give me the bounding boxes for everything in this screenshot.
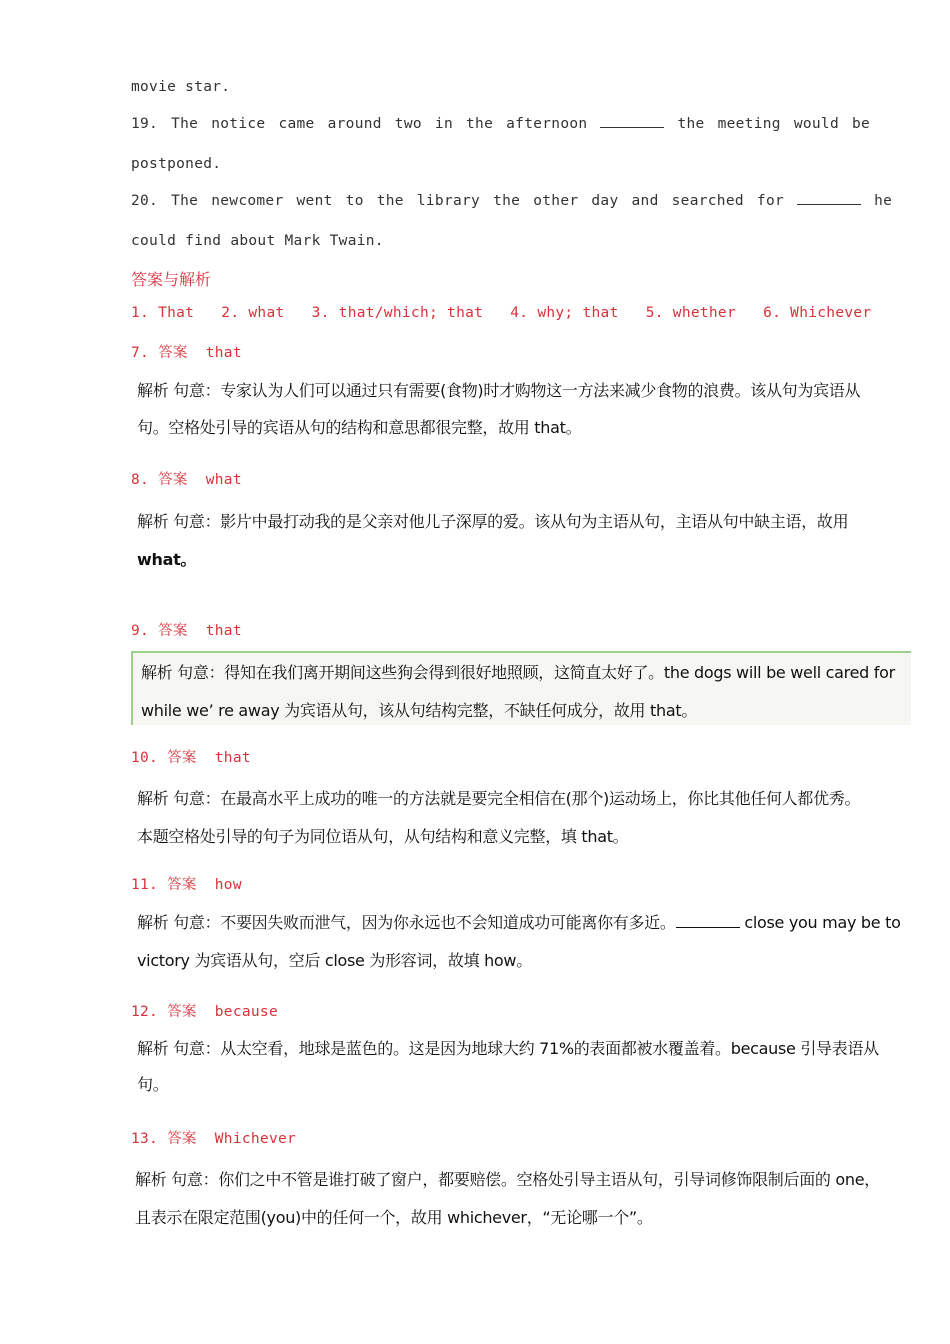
answer-heading: 11. 答案 how — [131, 877, 242, 893]
explanation-text: close you may be to — [744, 913, 901, 932]
explanation-line: 本题空格处引导的句子为同位语从句，从句结构和意义完整，填 that。 — [137, 827, 629, 846]
explanation-line: 解析 句意：在最高水平上成功的唯一的方法就是要完全相信在(那个)运动场上，你比其他任何人都优秀。 — [137, 789, 861, 808]
explanation-line: 句。 — [137, 1075, 169, 1094]
question-number: 20. — [131, 193, 159, 209]
answer-heading: 9. 答案 that — [131, 623, 242, 639]
previous-question-tail: movie star. — [131, 79, 231, 95]
explanation-line — [137, 910, 907, 933]
answers-1-6: 1. That 2. what 3. that/which; that 4. why; that 5. whether 6. Whichever — [131, 305, 872, 321]
explanation-text: 解析 句意：不要因失败而泄气，因为你永远也不会知道成功可能离你有多近。 — [137, 913, 676, 932]
explanation-line: 解析 句意：你们之中不管是谁打破了窗户，都要赔偿。空格处引导主语从句，引导词修饰限制后面的 one， — [135, 1170, 880, 1189]
answer-heading: 7. 答案 that — [131, 345, 242, 361]
question-19 — [131, 115, 870, 132]
explanation-line: while we’ re away 为宾语从句，该从句结构完整，不缺任何成分，故用 that。 — [141, 701, 698, 720]
answer-blank — [676, 915, 740, 928]
answer-heading: 13. 答案 Whichever — [131, 1131, 297, 1147]
explanation-line: 且表示在限定范围(you)中的任何一个，故用 whichever，“无论哪一个”。 — [135, 1208, 653, 1227]
explanation-line: 句。空格处引导的宾语从句的结构和意思都很完整，故用 that。 — [137, 418, 582, 437]
answer-blank — [797, 192, 861, 205]
question-number: 19. — [131, 116, 159, 132]
answer-heading: 10. 答案 that — [131, 750, 251, 766]
explanation-line: what。 — [137, 550, 197, 569]
answer-heading: 8. 答案 what — [131, 472, 242, 488]
answer-heading: 12. 答案 because — [131, 1004, 278, 1020]
question-19-continuation: postponed. — [131, 156, 222, 172]
answer-blank — [600, 115, 664, 128]
section-title: 答案与解析 — [131, 270, 212, 289]
explanation-line: victory 为宾语从句，空后 close 为形容词，故填 how。 — [137, 951, 532, 970]
question-text: he — [874, 193, 893, 209]
explanation-line: 解析 句意：专家认为人们可以通过只有需要(食物)时才购物这一方法来减少食物的浪费。该从句为宾语从 — [137, 381, 861, 400]
explanation-line: 解析 句意：得知在我们离开期间这些狗会得到很好地照顾，这简直太好了。the dogs will be well cared for — [141, 663, 895, 682]
question-20 — [131, 192, 892, 209]
question-text: The newcomer went to the library the other day and searched for — [171, 193, 784, 209]
question-text: The notice came around two in the afternoon — [171, 116, 588, 132]
explanation-line: 解析 句意：影片中最打动我的是父亲对他儿子深厚的爱。该从句为主语从句，主语从句中缺主语，故用 — [137, 512, 849, 531]
question-text: the meeting would be — [677, 116, 871, 132]
explanation-line: 解析 句意：从太空看，地球是蓝色的。这是因为地球大约 71%的表面都被水覆盖着。because 引导表语从 — [137, 1039, 879, 1058]
question-20-continuation: could find about Mark Twain. — [131, 233, 384, 249]
